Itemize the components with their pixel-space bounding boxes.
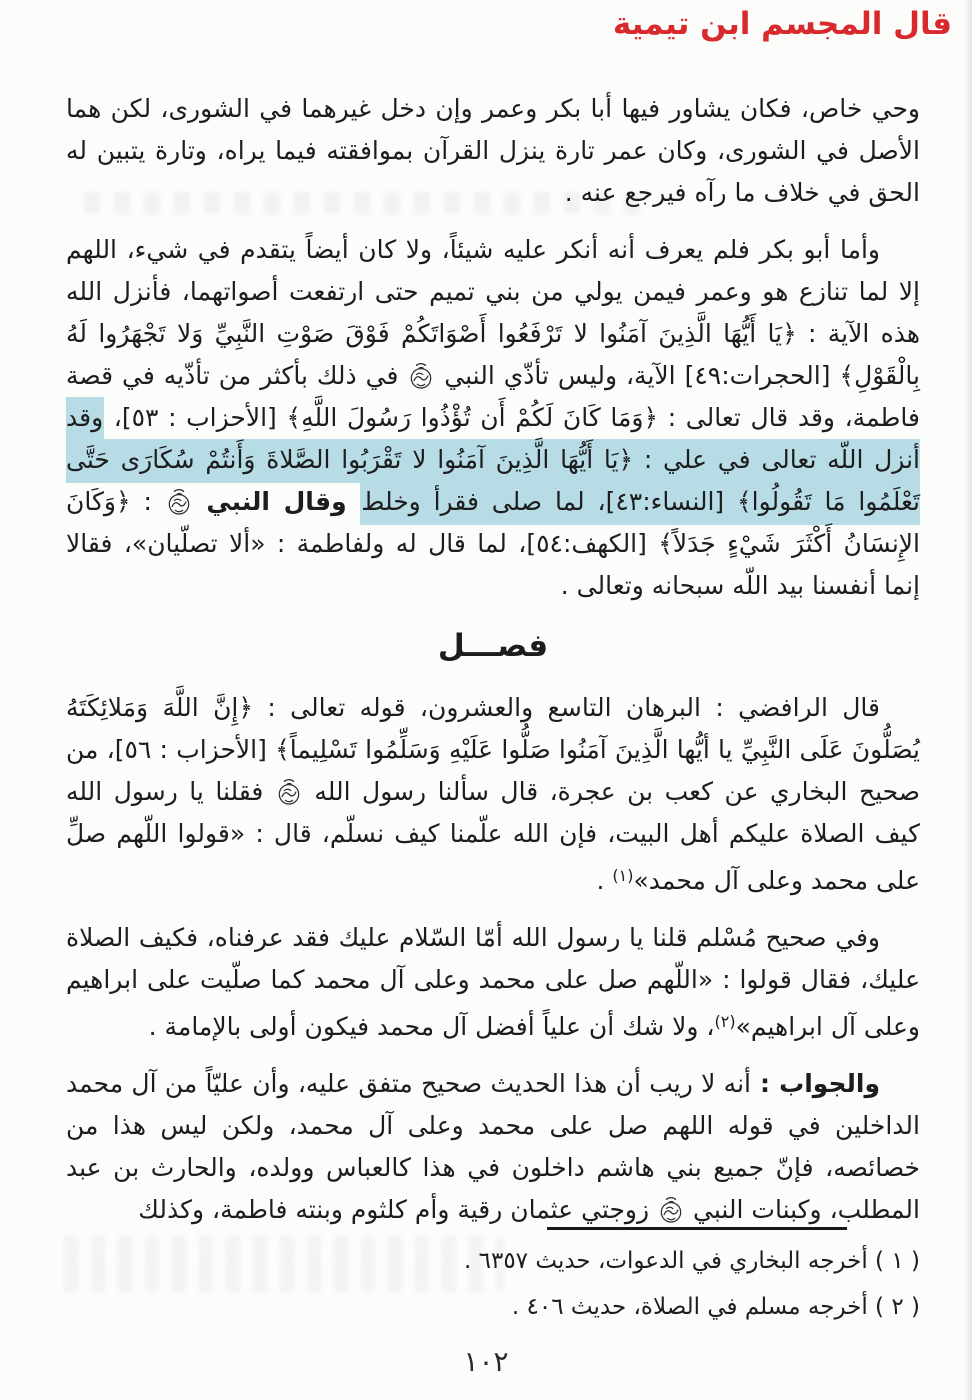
text-run: وحي خاص، فكان يشاور فيها أبا بكر وعمر وإن دخل غيرهما في الشورى، لكن هما الأصل في الشورى، وكان عمر تارة ينزل القرآن بموافقته فيما يراه، وتارة يتبين له الحق في خلاف ما رآه فيرجع عنه .: [66, 94, 920, 207]
paragraph-3: [66, 687, 920, 902]
pbuh-symbol-icon: [277, 778, 301, 806]
footnotes-section: [66, 1227, 920, 1330]
section-heading: فصـــل: [437, 628, 549, 664]
handwritten-red-annotation: قال المجسم ابن تيمية: [612, 6, 952, 42]
text-run: وفي صحيح مُسْلم قلنا يا رسول الله أمّا السّلام عليك فقد عرفناه، فكيف الصلاة عليك، فقال قولوا : «اللّهم صل على محمد وعلى آل محمد كما صلّيت على ابراهيم وعلى آل ابراهيم»: [66, 923, 920, 1041]
text-run: ، ولا شك أن علياً أفضل آل محمد فيكون أولى بالإمامة .: [148, 1012, 715, 1041]
text-run: : ﴿وَكَانَ الإِنسَانُ أَكْثَرَ شَيْءٍ جَدَلاً﴾ [الكهف:٥٤]، لما قال له ولفاطمة : «ألا تصلّيان»، فقالا إنما أنفسنا بيد اللّه سبحانه وتعالى .: [66, 487, 920, 600]
text-run: .: [596, 866, 613, 895]
footnote-separator: [547, 1227, 847, 1230]
bold-text-run: والجواب :: [751, 1069, 880, 1098]
text-run: وأما أبو بكر فلم يعرف أنه أنكر عليه شيئاً، ولا كان أيضاً يتقدم في شيء، اللهم إلا لما تنازع هو وعمر فيمن يولي من بني تميم حتى ارتفعت أصواتهما، فأنزل الله هذه الآية : ﴿يَا أَيُّهَا الَّذِينَ آمَنُوا لا تَرْفَعُوا أَصْوَاتَكُمْ فَوْقَ صَوْتِ النَّبِيِّ وَلا تَجْهَرُوا لَهُ بِالْقَوْلِ﴾ [الحجرات:٤٩] الآية، وليس تأذّي النبي: [66, 235, 920, 390]
document-body: [66, 88, 920, 1246]
footnote-2: ( ٢ ) أخرجه مسلم في الصلاة، حديث ٤٠٦ .: [511, 1294, 920, 1320]
page-number: ١٠٢: [463, 1345, 509, 1378]
footnote-1: ( ١ ) أخرجه البخاري في الدعوات، حديث ٦٣٥٧ .: [464, 1248, 920, 1274]
pbuh-symbol-icon: [409, 362, 433, 390]
text-run: فقلنا يا رسول الله كيف الصلاة عليكم أهل البيت، فإن الله علّمنا كيف نسلّم، قال : «قولوا اللّهم صلِّ على محمد وعلى آل محمد»: [66, 777, 920, 895]
paragraph-1: [66, 88, 920, 214]
footnote-ref: (٢): [714, 1012, 736, 1031]
pbuh-symbol-icon: [167, 488, 191, 516]
paragraph-2: [66, 229, 920, 607]
bold-text-run: وقال النبي: [192, 487, 361, 516]
text-run: أنه لا ريب أن هذا الحديث صحيح متفق عليه، وأن عليّاً من آل محمد الداخلين في قوله اللهم صل على محمد وعلى آل محمد، ولكن ليس هذا من خصائصه، فإنّ جميع بني هاشم داخلون في هذا كالعباس وولده، والحارث بن عبد المطلب، وكبنات النبي: [66, 1069, 920, 1224]
text-run: قال الرافضي : البرهان التاسع والعشرون، قوله تعالى : ﴿إِنَّ اللَّهَ وَمَلائِكَتَهُ يُصَلُّونَ عَلَى النَّبِيِّ يا أيُّها الَّذِينَ آمَنُوا صَلُّوا عَلَيْهِ وَسَلِّمُوا تَسْلِيماً﴾ [الأحزاب : ٥٦]، من صحيح البخاري عن كعب بن عجرة، قال سألنا رسول الله: [66, 693, 920, 806]
text-run: زوجتي عثمان رقية وأم كلثوم وبنته فاطمة، وكذلك: [138, 1195, 658, 1224]
pbuh-symbol-icon: [659, 1196, 683, 1224]
footnote-ref: (١): [612, 866, 634, 885]
paragraph-4: [66, 917, 920, 1048]
highlighted-text: وقد أنزل اللّه تعالى في علي : ﴿يَا أَيُّهَا الَّذِينَ آمَنُوا لا تَقْرَبُوا الصَّلاةَ وَأَنتُمْ سُكَارَى حَتَّى تَعْلَمُوا مَا تَقُولُوا﴾ [النساء:٤٣]، لما صلى فقرأ وخلط: [66, 397, 920, 525]
paragraph-5: [66, 1063, 920, 1231]
text-run: في ذلك بأكثر من تأذّيه في قصة فاطمة، وقد قال تعالى : ﴿وَمَا كَانَ لَكُمْ أَن تُؤْذُوا رَسُولَ اللَّهِ﴾ [الأحزاب : ٥٣]،: [66, 361, 920, 432]
